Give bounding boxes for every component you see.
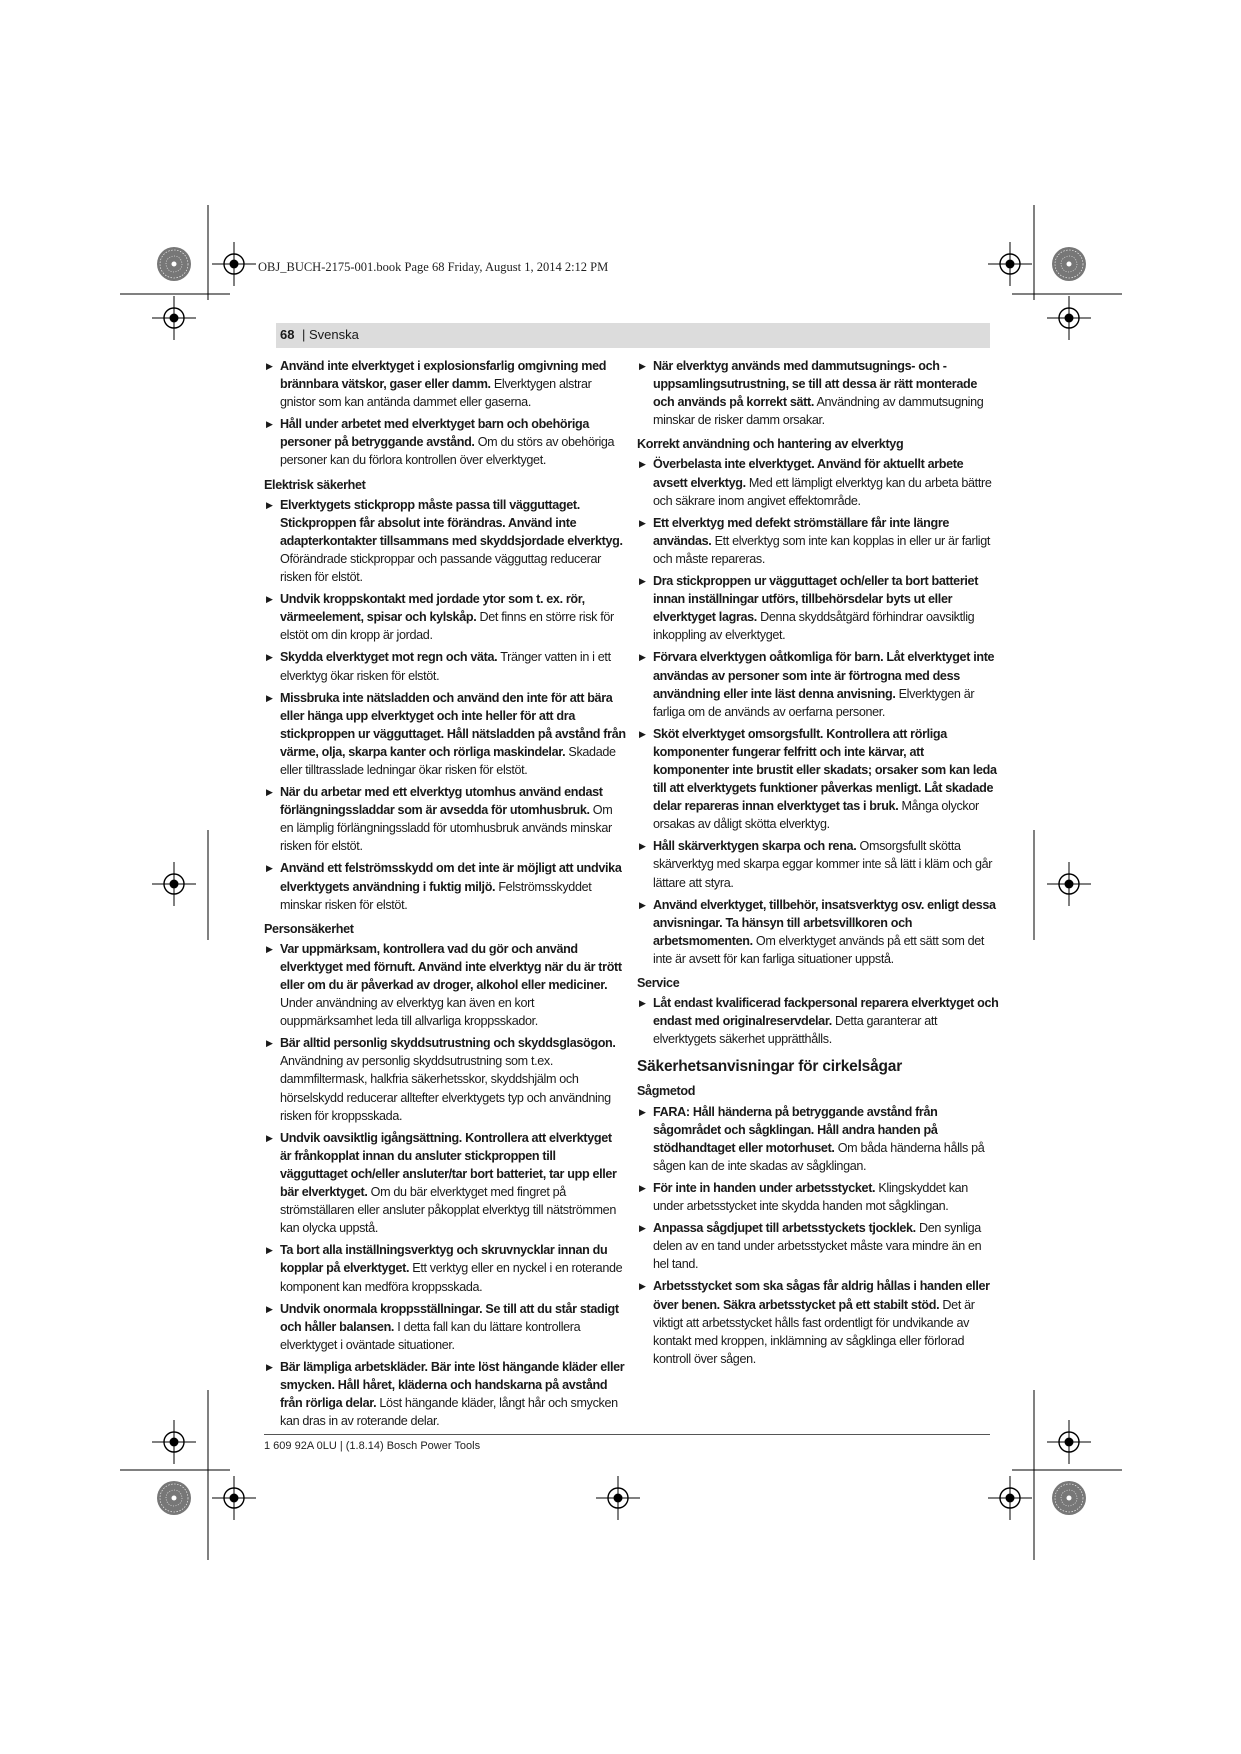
safety-item-text: Med ett lämpligt elverktyg kan du arbeta bättre och säkrare inom angivet effektområde. xyxy=(653,475,992,508)
safety-item xyxy=(637,514,999,568)
safety-item-text: Detta garanterar att elverktygets säkerhet upprätthålls. xyxy=(653,1014,938,1047)
section-heading: Elektrisk säkerhet xyxy=(264,477,366,492)
safety-item-emphasis: Håll skärverktygen skarpa och rena. xyxy=(653,839,857,854)
safety-item xyxy=(264,648,626,684)
safety-item xyxy=(264,1129,626,1238)
safety-item-text: Det är viktigt att arbetsstycket hålls fast ordentligt för undvikande av kontakt med kroppen, inklämning av sågklinga eller förlorad kontroll över sågen. xyxy=(653,1297,975,1366)
safety-item-emphasis: Skydda elverktyget mot regn och väta. xyxy=(280,650,498,665)
safety-item xyxy=(264,1241,626,1295)
safety-item-text: Omsorgsfullt skötta skärverktyg med skarpa eggar kommer inte så lätt i kläm och går lättare att styra. xyxy=(653,839,993,890)
safety-item-text: Om båda händerna hålls på sågen kan de inte skadas av sågklingan. xyxy=(653,1140,985,1173)
safety-item-emphasis: Låt endast kvalificerad fackpersonal reparera elverktyget och endast med originalreservdelar. xyxy=(653,996,999,1029)
safety-item xyxy=(637,1103,999,1175)
safety-item-text: Det finns en större risk för elstöt om din kropp är jordad. xyxy=(280,610,614,643)
safety-item-emphasis: När du arbetar med ett elverktyg utomhus använd endast förlängningssladdar som är avsedda för utomhusbruk. xyxy=(280,785,603,818)
safety-item-text: Ett verktyg eller en nyckel i en roterande komponent kan medföra kroppsskada. xyxy=(280,1261,623,1294)
safety-item xyxy=(264,940,626,1030)
safety-item-emphasis: Använd inte elverktyget i explosionsfarlig omgivning med brännbara vätskor, gaser eller damm. xyxy=(280,359,607,392)
left-column xyxy=(264,357,626,1434)
safety-item-emphasis: Dra stickproppen ur vägguttaget och/eller ta bort batteriet innan inställningar utförs, tillbehörsdelar byts ut eller elverktyget lagras. xyxy=(653,574,979,625)
page-language xyxy=(302,327,359,342)
safety-item-text: Den synliga delen av en tand under arbetsstycket måste vara mindre än en hel tand. xyxy=(653,1221,982,1272)
safety-item-text: Löst hängande kläder, långt hår och smycken kan dras in av roterande delar. xyxy=(280,1396,618,1429)
safety-item-emphasis: Elverktygets stickpropp måste passa till vägguttaget. Stickproppen får absolut inte förändras. Använd inte adapterkontakter tillsammans med skyddsjordade elverktyg. xyxy=(280,497,623,548)
safety-item-emphasis: Ett elverktyg med defekt strömställare får inte längre användas. xyxy=(653,515,950,548)
safety-item-text: Elverktygen alstrar gnistor som kan antända dammet eller gaserna. xyxy=(280,377,592,410)
safety-item xyxy=(264,590,626,644)
safety-item xyxy=(264,496,626,586)
safety-item xyxy=(264,357,626,411)
safety-item xyxy=(637,896,999,968)
safety-item-text: Denna skyddsåtgärd förhindrar oavsiktlig inkoppling av elverktyget. xyxy=(653,610,975,643)
safety-item-emphasis: Arbetsstycket som ska sågas får aldrig hållas i handen eller över benen. Säkra arbetsstycket på ett stabilt stöd. xyxy=(653,1279,990,1312)
safety-item-text: Felströmsskyddet minskar risken för elstöt. xyxy=(280,879,592,912)
safety-item xyxy=(637,994,999,1048)
page-header-bar xyxy=(276,323,990,348)
safety-item-emphasis: Använd ett felströmsskydd om det inte är möjligt att undvika elverktygets användning i fuktig miljö. xyxy=(280,861,622,894)
safety-item xyxy=(264,1034,626,1124)
right-column xyxy=(637,357,999,1372)
safety-item-text: Om du bär elverktyget med fingret på strömställaren eller ansluter påkopplat elverktyg till nätströmmen kan olycka uppstå. xyxy=(280,1185,616,1236)
safety-item xyxy=(637,357,999,429)
safety-item-emphasis: Sköt elverktyget omsorgsfullt. Kontrollera att rörliga komponenter fungerar felfritt och inte kärvar, att komponenter inte brustit eller skadats; orsaker som kan leda till att elverktygets funktioner påverkas menligt. Låt skadade delar repareras innan elverktyget tas i bruk. xyxy=(653,726,997,814)
section-heading: Service xyxy=(637,976,680,990)
page-footer: 1 609 92A 0LU | (1.8.14) Bosch Power Tools xyxy=(264,1440,481,1452)
safety-item-text: Klingskyddet kan under arbetsstycket inte skydda handen mot sågklingan. xyxy=(653,1180,968,1214)
safety-item-text: Skadade eller tilltrasslade ledningar ökar risken för elstöt. xyxy=(280,744,616,777)
page-language-label: Svenska xyxy=(309,327,359,342)
safety-item-emphasis: Anpassa sågdjupet till arbetsstyckets tjocklek. xyxy=(653,1221,916,1236)
safety-item-emphasis: Använd elverktyget, tillbehör, insatsverktyg osv. enligt dessa anvisningar. Ta hänsyn till arbetsvillkoren och arbetsmomenten. xyxy=(653,897,996,948)
safety-item-text: Ett elverktyg som inte kan kopplas in eller ur är farligt och måste repareras. xyxy=(653,533,991,566)
safety-item-text: I detta fall kan du lättare kontrollera elverktyget i oväntade situationer. xyxy=(280,1319,581,1352)
safety-item-text: Användning av dammutsugning minskar de risker damm orsakar. xyxy=(653,395,984,428)
section-heading: Korrekt användning och hantering av elverktyg xyxy=(637,437,904,452)
safety-item xyxy=(264,1358,626,1430)
safety-item xyxy=(264,859,626,913)
chapter-heading: Säkerhetsanvisningar för cirkelsågar xyxy=(637,1058,903,1076)
safety-item xyxy=(264,415,626,469)
safety-item-text: Om en lämplig förlängningssladd för utomhusbruk används minskar risken för elstöt. xyxy=(280,803,613,854)
page-separator: | xyxy=(302,327,306,342)
safety-item xyxy=(264,1300,626,1354)
safety-item xyxy=(637,455,999,509)
safety-item-text: Oförändrade stickproppar och passande vägguttag reducerar risken för elstöt. xyxy=(280,551,601,585)
safety-item xyxy=(637,725,999,834)
safety-item xyxy=(637,837,999,891)
safety-item-emphasis: FARA: Håll händerna på betryggande avstånd från sågområdet och sågklingan. Håll andra handen på stödhandtaget eller motorhuset. xyxy=(653,1104,938,1155)
safety-item-text: Tränger vatten in i ett elverktyg ökar risken för elstöt. xyxy=(280,650,611,683)
safety-item-text: Under användning av elverktyg kan även en kort ouppmärksamhet leda till allvarliga kroppsskador. xyxy=(280,996,538,1029)
safety-item-text: Användning av personlig skyddsutrustning som t.ex. dammfiltermask, halkfria säkerhetsskor, skyddshjälm och hörselskydd reducerar alltefter elverktygets typ och användning risken för kroppsskada. xyxy=(280,1054,611,1123)
safety-item xyxy=(264,783,626,855)
safety-item-emphasis: Undvik onormala kroppsställningar. Se till att du står stadigt och håller balansen. xyxy=(280,1301,619,1334)
safety-item-emphasis: När elverktyg används med dammutsugnings- och -uppsamlingsutrustning, se till att dessa är rätt monterade och används på korrekt sätt. xyxy=(653,359,977,410)
safety-item xyxy=(264,689,626,779)
safety-item xyxy=(637,1219,999,1273)
safety-item-emphasis: Ta bort alla inställningsverktyg och skruvnycklar innan du kopplar på elverktyget. xyxy=(280,1243,608,1276)
safety-item-text: Elverktygen är farliga om de används av oerfarna personer. xyxy=(653,686,975,719)
safety-item-emphasis: Undvik kroppskontakt med jordade ytor som t. ex. rör, värmeelement, spisar och kylskåp. xyxy=(280,592,585,625)
safety-item-emphasis: För inte in handen under arbetsstycket. xyxy=(653,1180,876,1195)
safety-item-emphasis: Var uppmärksam, kontrollera vad du gör och använd elverktyget med förnuft. Använd inte elverktyg när du är trött eller om du är påverkad av droger, alkohol eller mediciner. xyxy=(280,941,622,992)
safety-item xyxy=(637,1277,999,1367)
safety-item xyxy=(637,648,999,720)
section-heading: Sågmetod xyxy=(637,1084,696,1099)
safety-item-text: Många olyckor orsakas av dåligt skötta elverktyg. xyxy=(653,799,979,832)
safety-item-emphasis: Missbruka inte nätsladden och använd den inte för att bära eller hänga upp elverktyget och inte heller för att dra stickproppen ur vägguttaget. Håll nätsladden på avstånd från värme, olja, skarpa kanter och rörliga maskindelar. xyxy=(280,690,626,759)
safety-item-emphasis: Undvik oavsiktlig igångsättning. Kontrollera att elverktyget är frånkopplat innan du ansluter stickproppen till vägguttaget och/eller ansluter/tar bort batteriet, tar upp eller bär elverktyget. xyxy=(280,1130,617,1200)
footer-rule xyxy=(264,1434,990,1435)
safety-item xyxy=(637,572,999,644)
safety-item-emphasis: Bär lämpliga arbetskläder. Bär inte löst hängande kläder eller smycken. Håll håret, kläderna och handskarna på avstånd från rörliga delar. xyxy=(280,1359,625,1411)
safety-item-text: Om du störs av obehöriga personer kan du förlora kontrollen över elverktyget. xyxy=(280,435,615,468)
safety-item-emphasis: Överbelasta inte elverktyget. Använd för aktuellt arbete avsett elverktyg. xyxy=(653,457,964,490)
section-heading: Personsäkerhet xyxy=(264,921,354,936)
page-number: 68 xyxy=(280,327,295,342)
print-header: OBJ_BUCH-2175-001.book Page 68 Friday, August 1, 2014 2:12 PM xyxy=(258,260,609,274)
safety-item-text: Om elverktyget används på ett sätt som det inte är avsett för kan farliga situationer uppstå. xyxy=(653,933,985,966)
safety-item xyxy=(637,1179,999,1215)
safety-item-emphasis: Förvara elverktygen oåtkomliga för barn. Låt elverktyget inte användas av personer som inte är förtrogna med dess användning eller inte läst denna anvisning. xyxy=(653,650,995,701)
safety-item-emphasis: Bär alltid personlig skyddsutrustning och skyddsglasögon. xyxy=(280,1036,616,1051)
safety-item-emphasis: Håll under arbetet med elverktyget barn och obehöriga personer på betryggande avstånd. xyxy=(280,417,589,450)
